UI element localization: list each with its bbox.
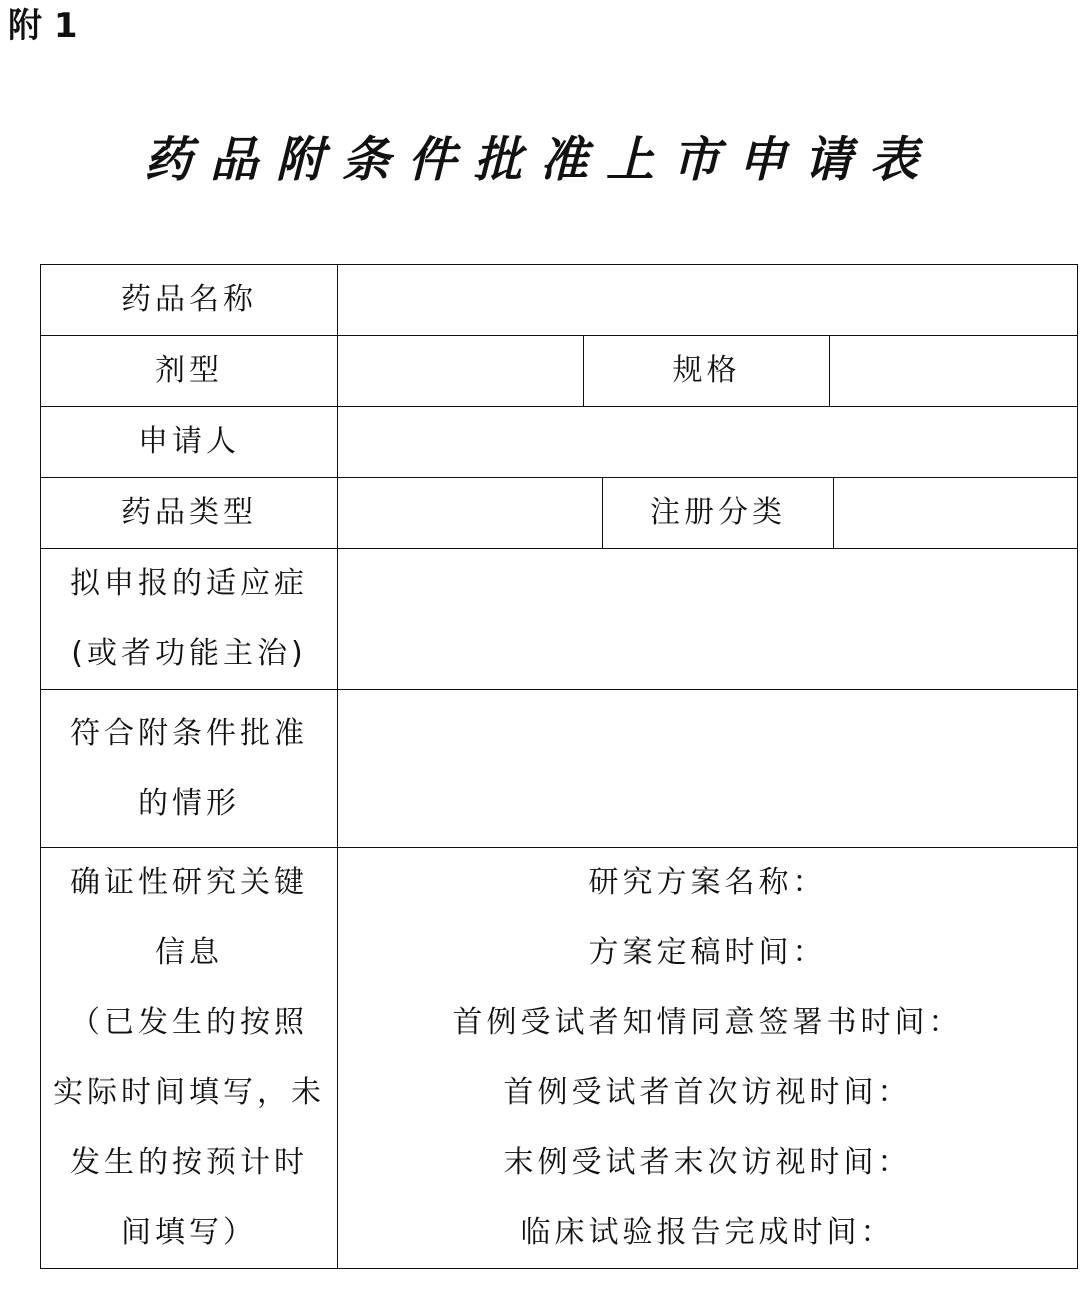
dosage-form-value[interactable] (338, 336, 584, 407)
indication-value[interactable] (338, 549, 1078, 690)
applicant-label: 申请人 (41, 407, 338, 478)
registration-class-label: 注册分类 (603, 478, 834, 549)
approval-condition-label: 符合附条件批准 的情形 (41, 690, 338, 848)
key-study-info-label (41, 848, 338, 1269)
row-approval-condition (41, 690, 1078, 848)
key-info-label-line: 确证性研究关键 (70, 865, 308, 900)
clinical-report-completion-field: 临床试验报告完成时间： (520, 1215, 895, 1250)
drug-name-label: 药品名称 (41, 265, 338, 336)
row-drug-type-class (41, 478, 1078, 549)
key-info-label-line: （已发生的按照 (70, 1005, 308, 1040)
key-study-info-value[interactable] (338, 848, 1078, 1269)
first-consent-signed-time-field: 首例受试者知情同意签署书时间： (452, 1005, 963, 1040)
study-protocol-name-field: 研究方案名称： (588, 865, 827, 900)
drug-type-value[interactable] (338, 478, 603, 549)
drug-type-label: 药品类型 (41, 478, 338, 549)
key-info-label-line: 发生的按预计时 (70, 1145, 308, 1180)
indication-label: 拟申报的适应症 (或者功能主治) (41, 549, 338, 690)
approval-condition-value[interactable] (338, 690, 1078, 848)
first-subject-first-visit-field: 首例受试者首次访视时间： (503, 1075, 912, 1110)
key-info-label-line: 间填写） (121, 1215, 257, 1250)
row-applicant (41, 407, 1078, 478)
last-subject-last-visit-field: 末例受试者末次访视时间： (503, 1145, 912, 1180)
row-dosage-spec (41, 336, 1078, 407)
applicant-value[interactable] (338, 407, 1078, 478)
specification-label: 规格 (584, 336, 830, 407)
registration-class-value[interactable] (834, 478, 1078, 549)
key-info-label-line: 信息 (155, 935, 223, 970)
dosage-form-label: 剂型 (41, 336, 338, 407)
row-drug-name (41, 265, 1078, 336)
key-info-label-line: 实际时间填写，未 (53, 1075, 325, 1110)
drug-name-value[interactable] (338, 265, 1078, 336)
form-title: 药品附条件批准上市申请表 (143, 132, 936, 188)
specification-value[interactable] (830, 336, 1078, 407)
row-key-study-info (41, 848, 1078, 1269)
protocol-finalized-time-field: 方案定稿时间： (588, 935, 827, 970)
row-indication (41, 549, 1078, 690)
annex-label: 附 1 (8, 6, 78, 46)
application-form-table (40, 264, 1078, 1269)
